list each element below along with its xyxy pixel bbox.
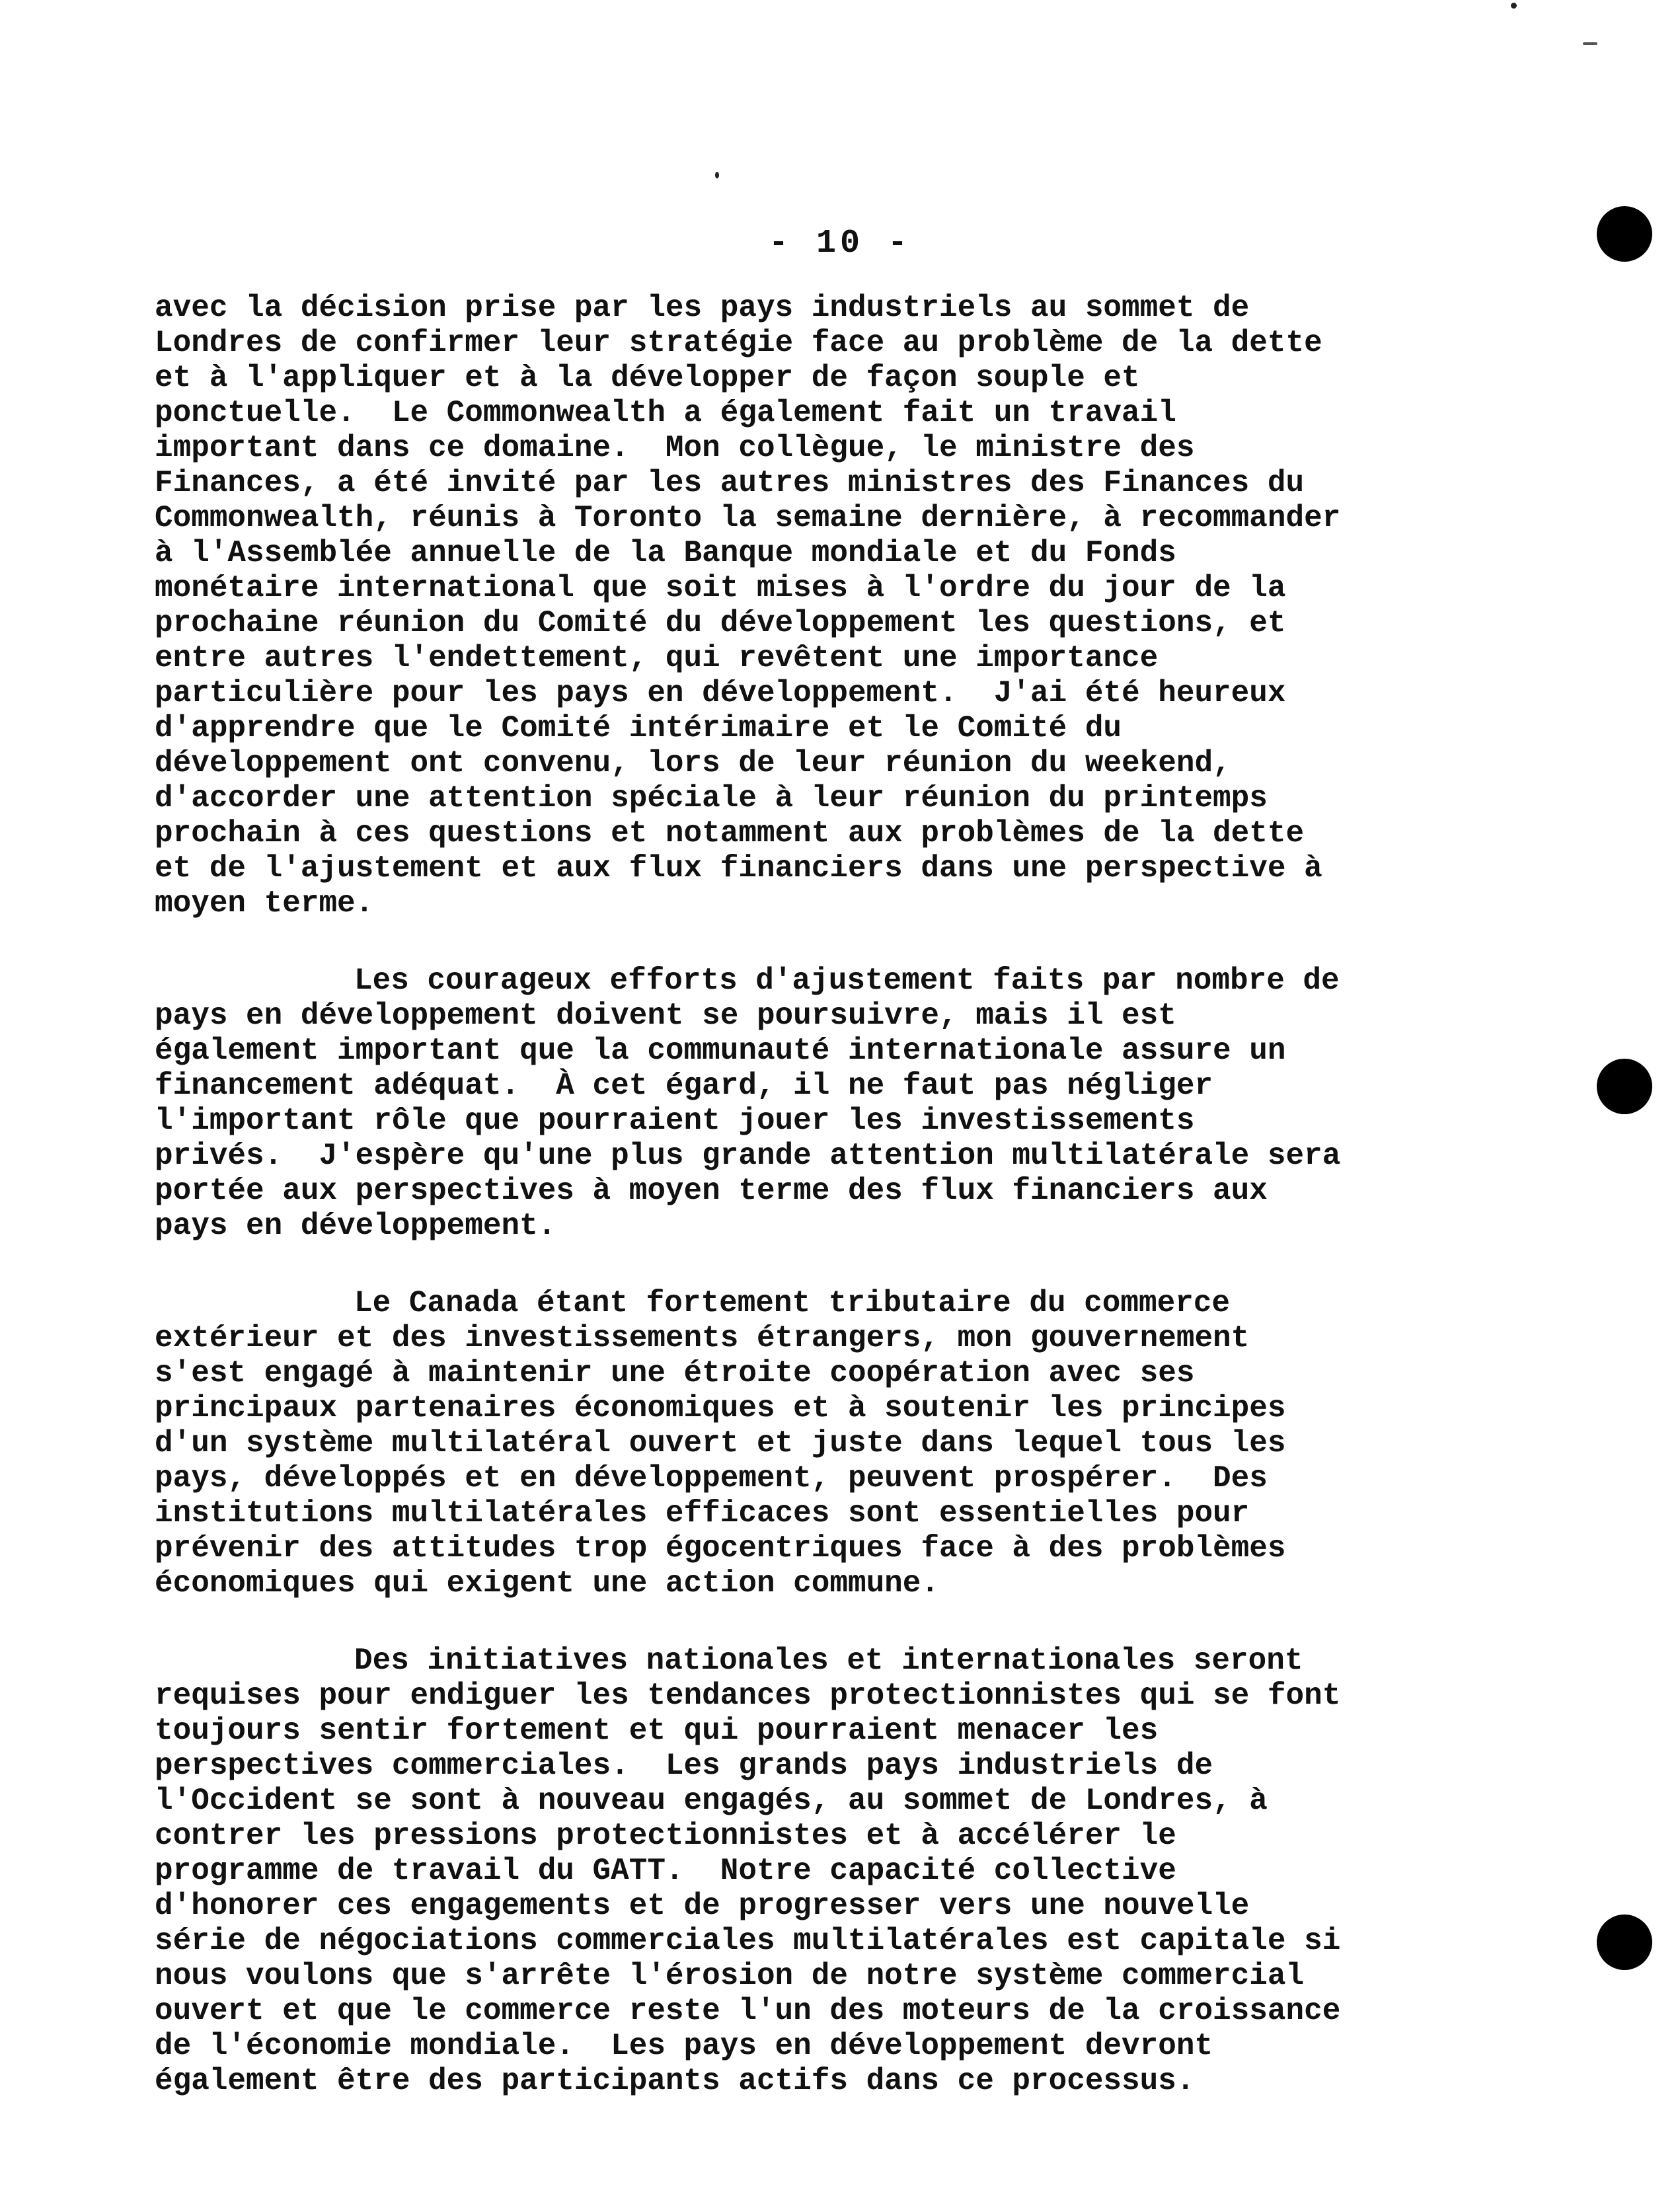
text-line: moyen terme. xyxy=(155,886,374,921)
scan-speck xyxy=(715,172,719,178)
text-line: prévenir des attitudes trop égocentriques face à des problèmes xyxy=(155,1531,1286,1566)
text-line: d'honorer ces engagements et de progresser vers une nouvelle xyxy=(155,1889,1250,1923)
text-line: Commonwealth, réunis à Toronto la semaine dernière, à recommander xyxy=(155,501,1341,535)
text-line: ouvert et que le commerce reste l'un des moteurs de la croissance xyxy=(155,1994,1341,2028)
text-line: particulière pour les pays en développement. J'ai été heureux xyxy=(155,676,1286,710)
text-line: financement adéquat. À cet égard, il ne faut pas négliger xyxy=(155,1069,1213,1103)
text-line: pays en développement. xyxy=(155,1209,556,1243)
text-line: l'important rôle que pourraient jouer les investissements xyxy=(155,1104,1195,1138)
text-line: à l'Assemblée annuelle de la Banque mondiale et du Fonds xyxy=(155,536,1176,570)
text-line: pays, développés et en développement, peuvent prospérer. Des xyxy=(155,1461,1268,1496)
text-line: prochain à ces questions et notamment aux problèmes de la dette xyxy=(155,816,1305,851)
text-line: entre autres l'endettement, qui revêtent une importance xyxy=(155,641,1159,675)
text-line: perspectives commerciales. Les grands pays industriels de xyxy=(155,1749,1213,1783)
text-line: économiques qui exigent une action commune. xyxy=(155,1566,939,1601)
text-line: d'un système multilatéral ouvert et juste dans lequel tous les xyxy=(155,1426,1286,1460)
text-line: toujours sentir fortement et qui pourraient menacer les xyxy=(155,1714,1159,1748)
text-line: de l'économie mondiale. Les pays en développement devront xyxy=(155,2029,1213,2063)
paragraph xyxy=(155,964,1450,1244)
text-line: ponctuelle. Le Commonwealth a également fait un travail xyxy=(155,396,1176,430)
text-line: développement ont convenu, lors de leur réunion du weekend, xyxy=(155,746,1231,780)
text-line: Londres de confirmer leur stratégie face au problème de la dette xyxy=(155,326,1322,360)
text-line: également être des participants actifs dans ce processus. xyxy=(155,2064,1195,2098)
text-line: important dans ce domaine. Mon collègue, le ministre des xyxy=(155,431,1195,465)
text-line: d'accorder une attention spéciale à leur réunion du printemps xyxy=(155,781,1268,816)
text-line: contrer les pressions protectionnistes et à accélérer le xyxy=(155,1819,1176,1853)
paragraph xyxy=(155,1644,1450,2099)
paragraph xyxy=(155,291,1450,921)
scan-speck xyxy=(1583,42,1597,45)
paragraph xyxy=(155,1286,1450,1601)
text-line: principaux partenaires économiques et à soutenir les principes xyxy=(155,1391,1286,1425)
text-line: pays en développement doivent se poursuivre, mais il est xyxy=(155,999,1176,1033)
text-line: Finances, a été invité par les autres ministres des Finances du xyxy=(155,466,1305,500)
text-line: également important que la communauté internationale assure un xyxy=(155,1034,1286,1068)
text-line: requises pour endiguer les tendances protectionnistes qui se font xyxy=(155,1679,1341,1713)
page-number: - 10 - xyxy=(768,225,912,262)
text-line: extérieur et des investissements étrangers, mon gouvernement xyxy=(155,1321,1250,1355)
text-line: avec la décision prise par les pays industriels au sommet de xyxy=(155,291,1250,325)
text-line: série de négociations commerciales multilatérales est capitale si xyxy=(155,1924,1341,1958)
text-line: institutions multilatérales efficaces sont essentielles pour xyxy=(155,1496,1250,1531)
text-line: s'est engagé à maintenir une étroite coopération avec ses xyxy=(155,1356,1195,1390)
body-text xyxy=(155,291,1450,2141)
text-line: Le Canada étant fortement tributaire du commerce xyxy=(354,1286,1231,1320)
text-line: l'Occident se sont à nouveau engagés, au sommet de Londres, à xyxy=(155,1784,1268,1818)
text-line: et à l'appliquer et à la développer de façon souple et xyxy=(155,361,1140,395)
punch-hole xyxy=(1597,1059,1652,1114)
scan-speck xyxy=(1511,3,1517,9)
text-line: portée aux perspectives à moyen terme des flux financiers aux xyxy=(155,1174,1268,1208)
punch-hole xyxy=(1597,1915,1652,1970)
punch-hole xyxy=(1597,206,1652,262)
text-line: d'apprendre que le Comité intérimaire et le Comité du xyxy=(155,711,1122,745)
text-line: nous voulons que s'arrête l'érosion de notre système commercial xyxy=(155,1959,1305,1993)
text-line: monétaire international que soit mises à l'ordre du jour de la xyxy=(155,571,1286,605)
text-line: et de l'ajustement et aux flux financiers dans une perspective à xyxy=(155,851,1322,886)
text-line: prochaine réunion du Comité du développement les questions, et xyxy=(155,606,1286,640)
text-line: Les courageux efforts d'ajustement faits par nombre de xyxy=(354,964,1340,998)
text-line: programme de travail du GATT. Notre capacité collective xyxy=(155,1854,1176,1888)
text-line: privés. J'espère qu'une plus grande attention multilatérale sera xyxy=(155,1139,1341,1173)
text-line: Des initiatives nationales et internationales seront xyxy=(354,1644,1303,1678)
